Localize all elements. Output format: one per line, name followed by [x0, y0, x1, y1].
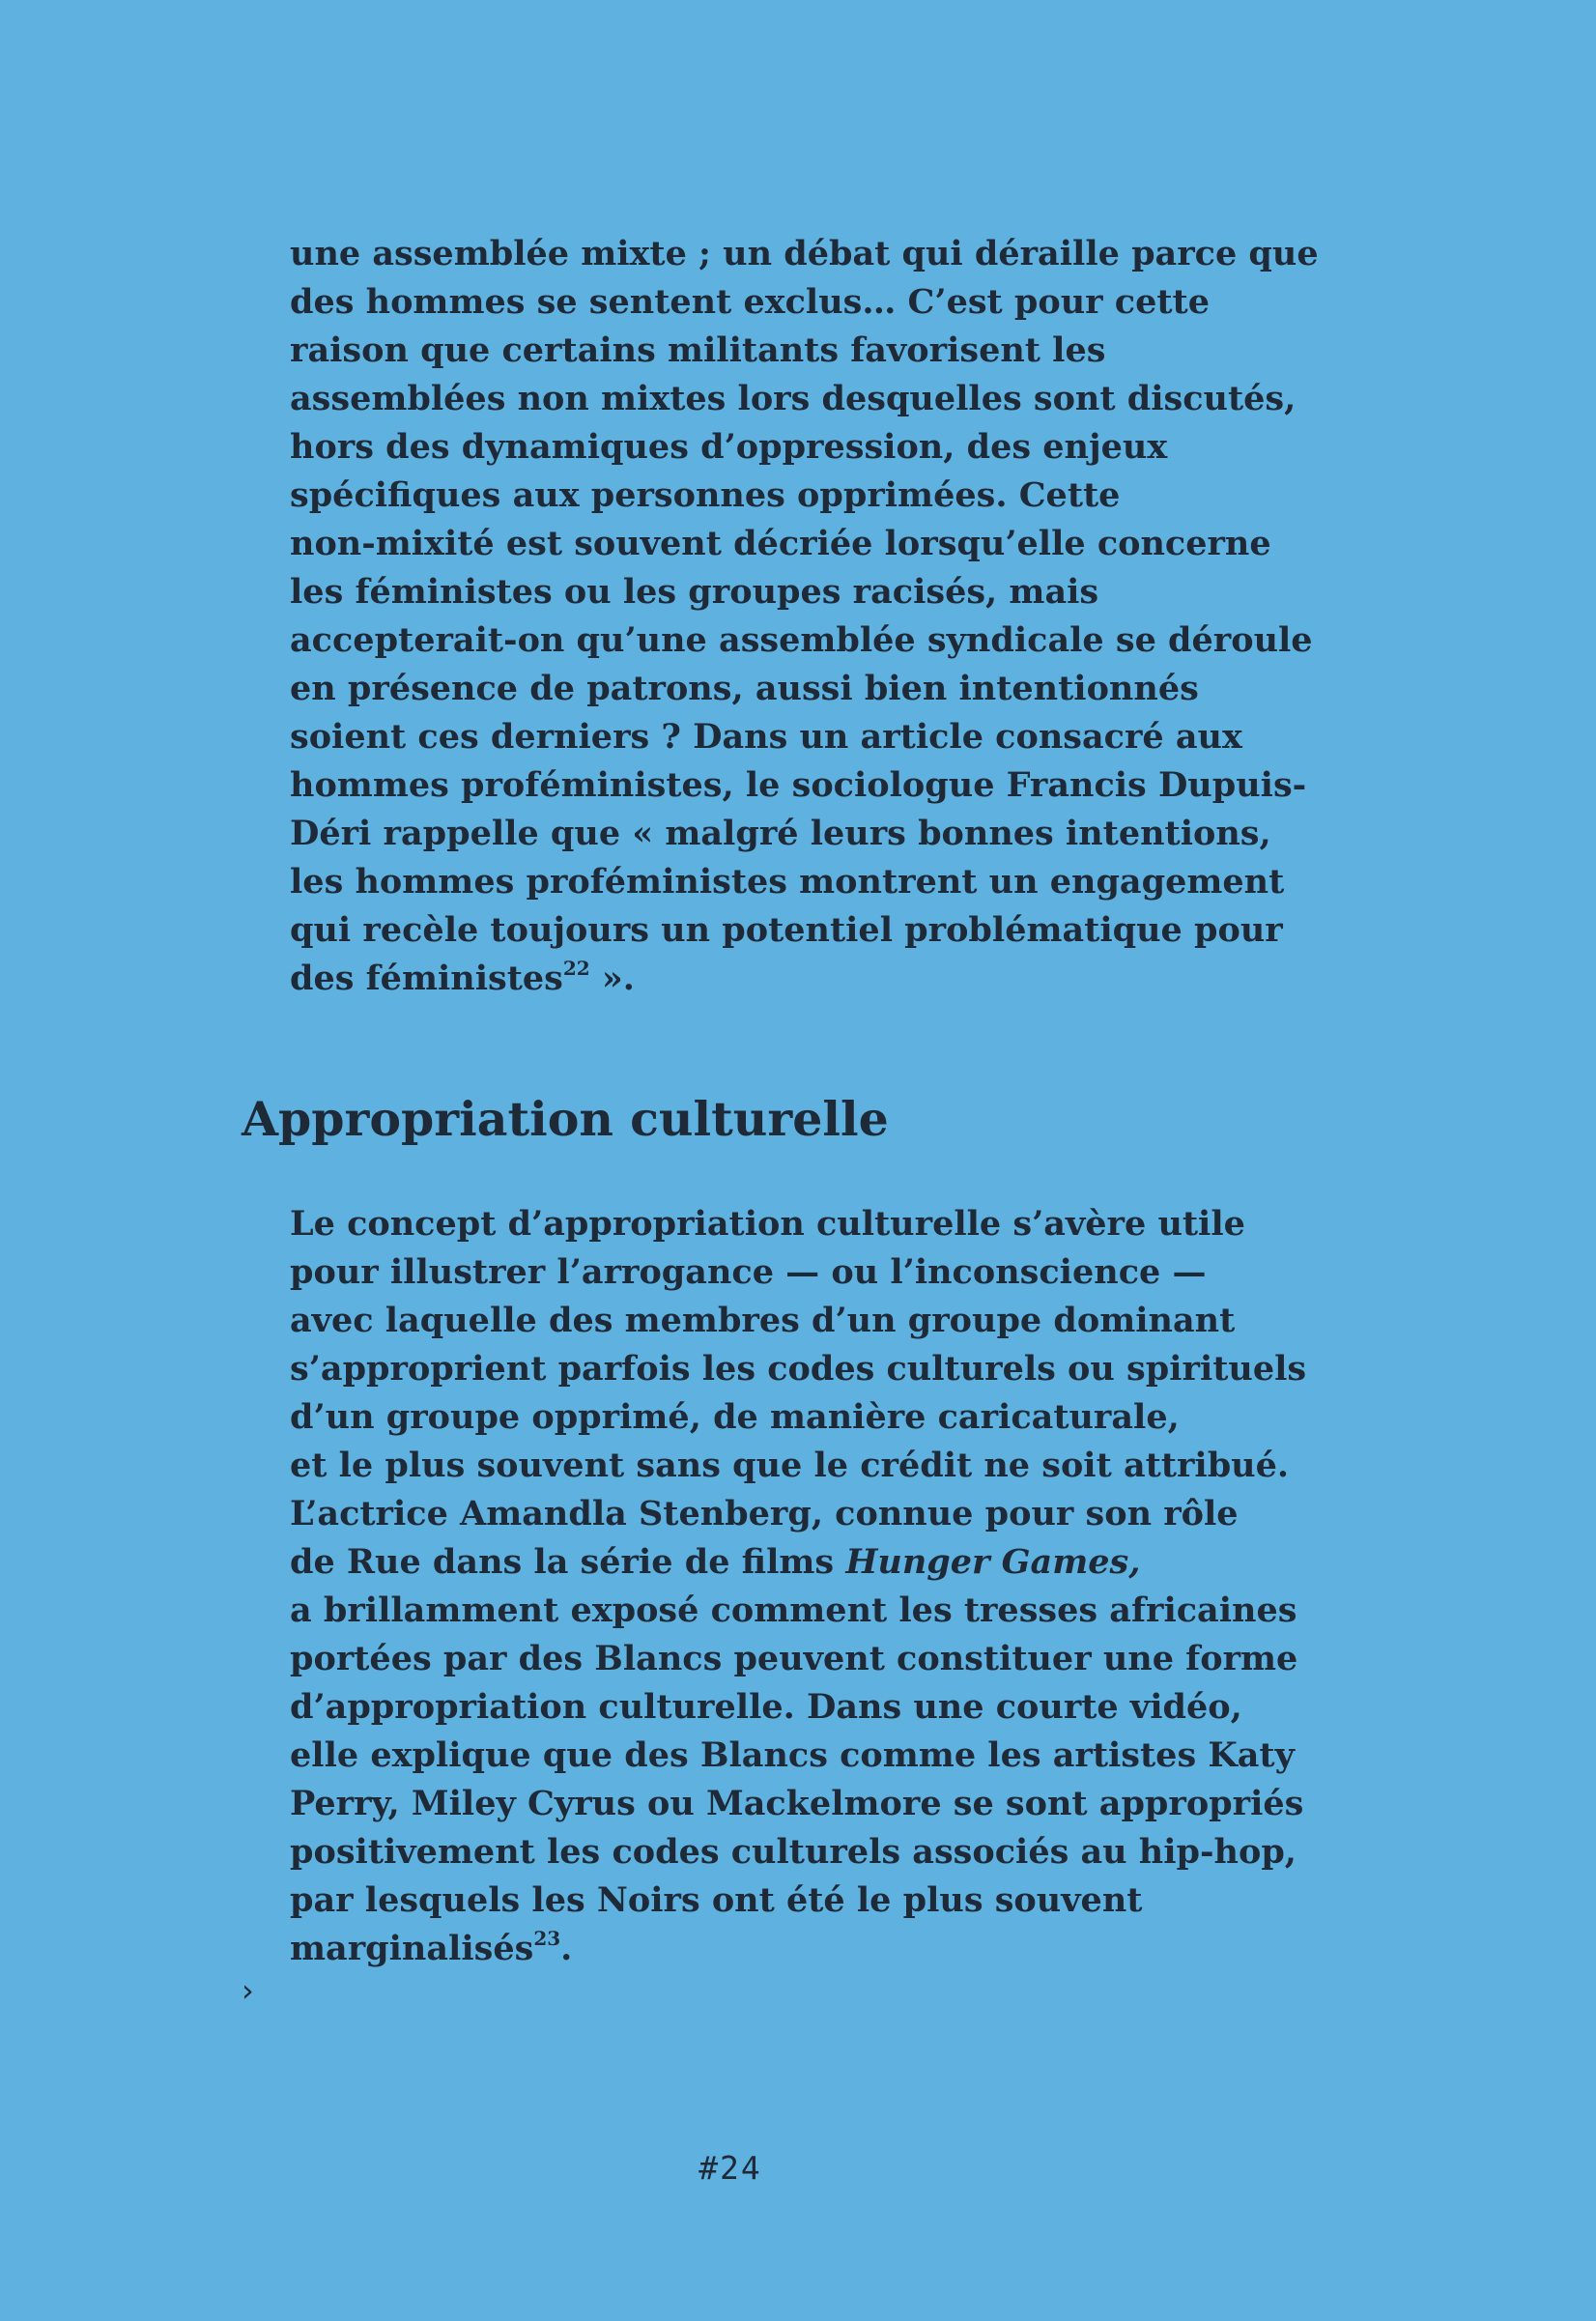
- text-line: des hommes se sentent exclus… C’est pour cette: [290, 282, 1210, 322]
- text-line: d’appropriation culturelle. Dans une courte vidéo,: [290, 1687, 1242, 1727]
- text-line: qui recèle toujours un potentiel problématique pour: [290, 910, 1283, 950]
- text-line: s’approprient parfois les codes culturels ou spirituels: [290, 1349, 1307, 1389]
- text-line: spécifiques aux personnes opprimées. Cette: [290, 475, 1121, 515]
- text-line: [290, 1538, 1237, 1587]
- text-line: portées par des Blancs peuvent constituer une forme: [290, 1639, 1298, 1678]
- text-line: accepterait-on qu’une assemblée syndicale se déroule: [290, 620, 1313, 660]
- text-line: [290, 1925, 1237, 1973]
- closing-quote: ».: [589, 959, 635, 998]
- text-line: en présence de patrons, aussi bien intentionnés: [290, 669, 1199, 708]
- text-line: soient ces derniers ? Dans un article consacré aux: [290, 717, 1242, 757]
- text-line: pour illustrer l’arrogance — ou l’inconscience —: [290, 1252, 1207, 1292]
- text-line: Déri rappelle que « malgré leurs bonnes intentions,: [290, 814, 1271, 853]
- text-line: Le concept d’appropriation culturelle s’avère utile: [290, 1204, 1245, 1244]
- text-line: les féministes ou les groupes racisés, mais: [290, 572, 1099, 612]
- text-line: les hommes proféministes montrent un engagement: [290, 862, 1285, 902]
- text-line: avec laquelle des membres d’un groupe dominant: [290, 1301, 1236, 1340]
- text-line: elle explique que des Blancs comme les artistes Katy: [290, 1735, 1295, 1775]
- section-heading: Appropriation culturelle: [242, 1091, 889, 1147]
- period: .: [560, 1929, 573, 1968]
- film-title: Hunger Games,: [845, 1542, 1141, 1582]
- text-line: [290, 955, 1237, 1003]
- last-line-text: marginalisés: [290, 1929, 534, 1968]
- text-line: assemblées non mixtes lors desquelles sont discutés,: [290, 379, 1297, 418]
- page-number: #24: [698, 2149, 762, 2187]
- text-line: Perry, Miley Cyrus ou Mackelmore se sont appropriés: [290, 1784, 1304, 1823]
- footnote-ref-23[interactable]: 23: [533, 1927, 561, 1951]
- text-line: positivement les codes culturels associés au hip-hop,: [290, 1832, 1297, 1872]
- text-line: hors des dynamiques d’oppression, des enjeux: [290, 427, 1168, 467]
- text-line: d’un groupe opprimé, de manière caricaturale,: [290, 1397, 1180, 1437]
- last-line-text: des féministes: [290, 959, 563, 998]
- continue-arrow-icon: ›: [242, 1972, 254, 2009]
- line-text: de Rue dans la série de films: [290, 1542, 846, 1582]
- text-line: une assemblée mixte ; un débat qui déraille parce que: [290, 234, 1319, 273]
- paragraph-non-mixite: [290, 230, 1319, 1003]
- text-line: et le plus souvent sans que le crédit ne soit attribué.: [290, 1446, 1290, 1485]
- text-line: raison que certains militants favorisent les: [290, 330, 1106, 370]
- text-line: L’actrice Amandla Stenberg, connue pour son rôle: [290, 1494, 1239, 1533]
- text-line: par lesquels les Noirs ont été le plus souvent: [290, 1880, 1143, 1920]
- paragraph-appropriation: [290, 1200, 1307, 1973]
- text-line: a brillamment exposé comment les tresses africaines: [290, 1590, 1297, 1630]
- text-line: hommes proféministes, le sociologue Francis Dupuis-: [290, 765, 1307, 805]
- text-line: non-mixité est souvent décriée lorsqu’elle concerne: [290, 524, 1271, 563]
- footnote-ref-22[interactable]: 22: [562, 957, 590, 981]
